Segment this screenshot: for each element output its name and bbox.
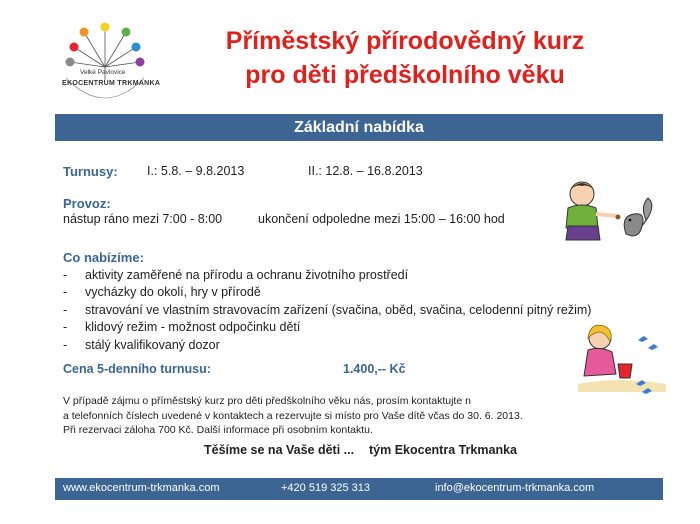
page-title-line1: Příměstský přírodovědný kurz <box>225 27 585 55</box>
footer-bar <box>55 478 663 500</box>
contact-note-line: Při rezervaci záloha 700 Kč. Další informace při osobním kontaktu. <box>63 424 373 436</box>
girl-bucket-illustration <box>578 318 668 403</box>
footer-web-link[interactable]: www.ekocentrum-trkmanka.com <box>63 482 220 494</box>
contact-note-line: V případě zájmu o příměstský kurz pro děti předškolního věku nás, prosím kontaktujte n <box>63 395 471 407</box>
section-title: Základní nabídka <box>294 119 424 136</box>
footer-phone[interactable]: +420 519 325 313 <box>281 482 371 494</box>
provoz-start: nástup ráno mezi 7:00 - 8:00 <box>63 212 223 226</box>
section-header-bar <box>55 114 663 141</box>
page-title-line2: pro děti předškolního věku <box>245 61 565 89</box>
closing-left: Těšíme se na Vaše děti ... <box>204 443 355 457</box>
logo-flower-icon <box>60 20 150 115</box>
turnus-second: II.: 12.8. – 16.8.2013 <box>308 164 423 178</box>
footer-email-link[interactable]: info@ekocentrum-trkmanka.com <box>435 482 595 494</box>
logo <box>60 20 150 115</box>
logo-name-text: EKOCENTRUM TRKMANKA <box>62 80 161 87</box>
provoz-end: ukončení odpoledne mezi 15:00 – 16:00 hod <box>258 212 505 226</box>
offer-list <box>63 267 663 354</box>
list-item: - stálý kvalifikovaný dozor <box>63 337 663 354</box>
nabizime-label: Co nabízíme: <box>63 250 144 265</box>
provoz-label: Provoz: <box>63 196 111 211</box>
price-label: Cena 5-denního turnusu: <box>63 362 211 376</box>
list-item: - klidový režim - možnost odpočinku dětí <box>63 319 663 336</box>
price-value: 1.400,-- Kč <box>343 362 406 376</box>
list-item: - vycházky do okolí, hry v přírodě <box>63 284 663 301</box>
turnusy-label: Turnusy: <box>63 164 118 179</box>
turnus-first: I.: 5.8. – 9.8.2013 <box>147 164 245 178</box>
logo-town-text: Velké Pavlovice <box>80 69 126 76</box>
list-item: - aktivity zaměřené na přírodu a ochranu životního prostředí <box>63 267 663 284</box>
list-item: - stravování ve vlastním stravovacím zařízení (svačina, oběd, svačina, celodenní pitný režim) <box>63 302 663 319</box>
contact-note <box>63 394 623 438</box>
closing-right: tým Ekocentra Trkmanka <box>369 443 517 457</box>
contact-note-line: a telefonních číslech uvedené v kontaktech a rezervujte si místo pro Vaše dítě včas do 30. 6. 2013. <box>63 409 523 422</box>
boy-squirrel-illustration <box>560 176 660 246</box>
